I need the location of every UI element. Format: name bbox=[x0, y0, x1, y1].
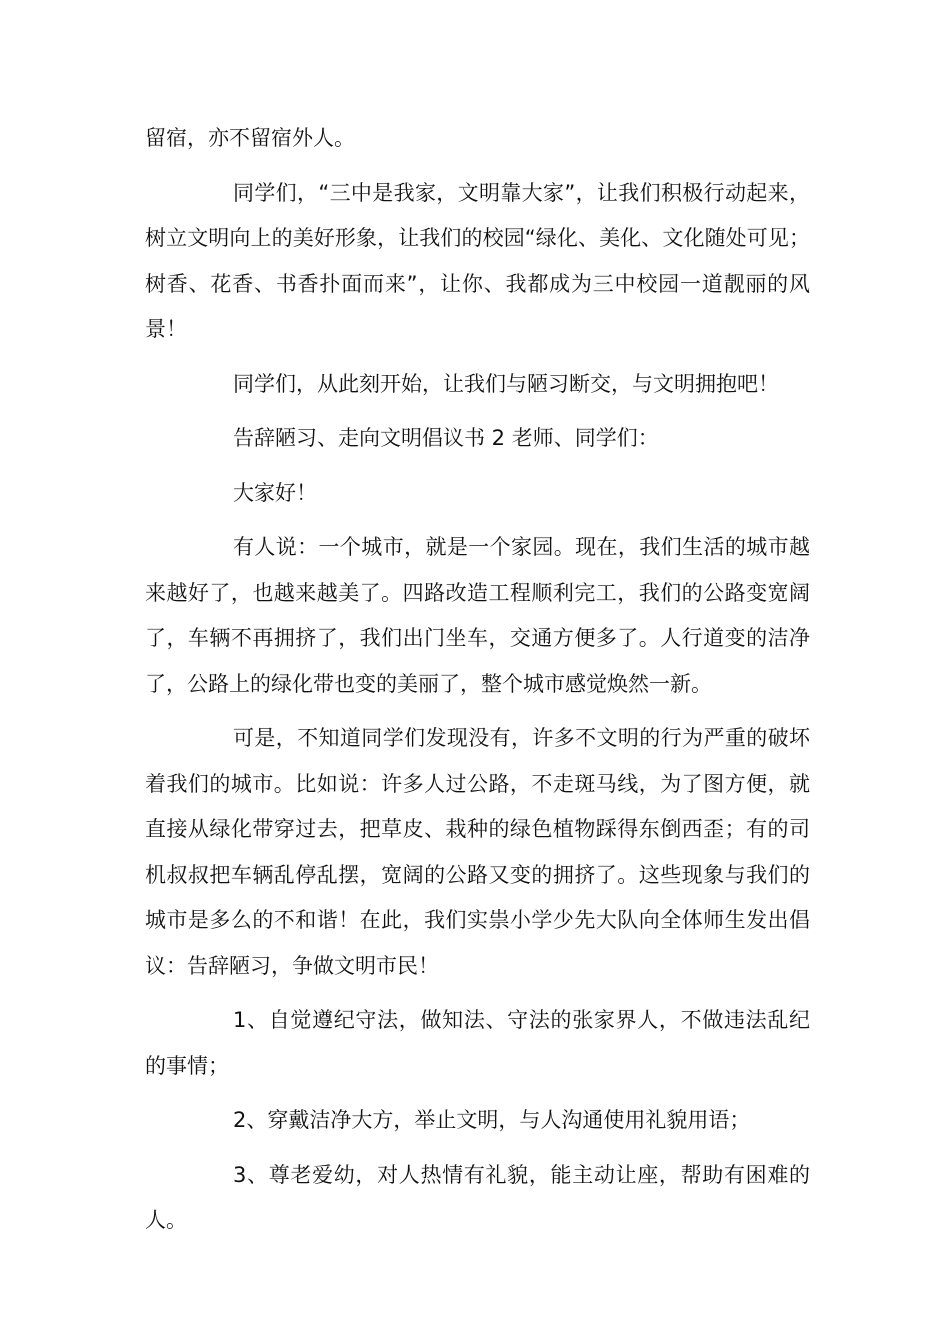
document-body bbox=[145, 116, 810, 1253]
paragraph-7: 可是，不知道同学们发现没有，许多不文明的行为严重的破坏着我们的城市。比如说：许多人过公路，不走斑马线，为了图方便，就直接从绿化带穿过去，把草皮、栽种的绿色植物踩得东倒西歪；有的司机叔叔把车辆乱停乱摆，宽阔的公路又变的拥挤了。这些现象与我们的城市是多么的不和谐！在此，我们实祟小学少先大队向全体师生发出倡议：告辞陋习，争做文明市民！ bbox=[145, 726, 810, 978]
paragraph-5-greeting: 大家好！ bbox=[233, 480, 317, 505]
paragraph-1: 留宿，亦不留宿外人。 bbox=[145, 126, 355, 150]
paragraph-6: 有人说：一个城市，就是一个家园。现在，我们生活的城市越来越好了，也越来越美了。四路改造工程顺利完工，我们的公路变宽阔了，车辆不再拥挤了，我们出门坐车，交通方便多了。人行道变的洁净了，公路上的绿化带也变的美丽了，整个城市感觉焕然一新。 bbox=[145, 535, 810, 696]
paragraph-4-heading: 告辞陋习、走向文明倡议书 2 老师、同学们： bbox=[233, 426, 659, 450]
list-item-1: 1、自觉遵纪守法，做知法、守法的张家界人，不做违法乱纪的事情； bbox=[145, 1008, 810, 1078]
paragraph-3: 同学们，从此刻开始，让我们与陋习断交，与文明拥抱吧！ bbox=[233, 371, 779, 396]
paragraph-2: 同学们，“三中是我家，文明靠大家”，让我们积极行动起来，树立文明向上的美好形象，让我们的校园“绿化、美化、文化随处可见；树香、花香、书香扑面而来”，让你、我都成为三中校园一道靓丽的风景！ bbox=[145, 180, 810, 341]
list-item-2: 2、穿戴洁净大方，举止文明，与人沟通使用礼貌用语； bbox=[233, 1108, 751, 1132]
list-item-3: 3、尊老爱幼，对人热情有礼貌，能主动让座，帮助有困难的人。 bbox=[145, 1162, 810, 1232]
